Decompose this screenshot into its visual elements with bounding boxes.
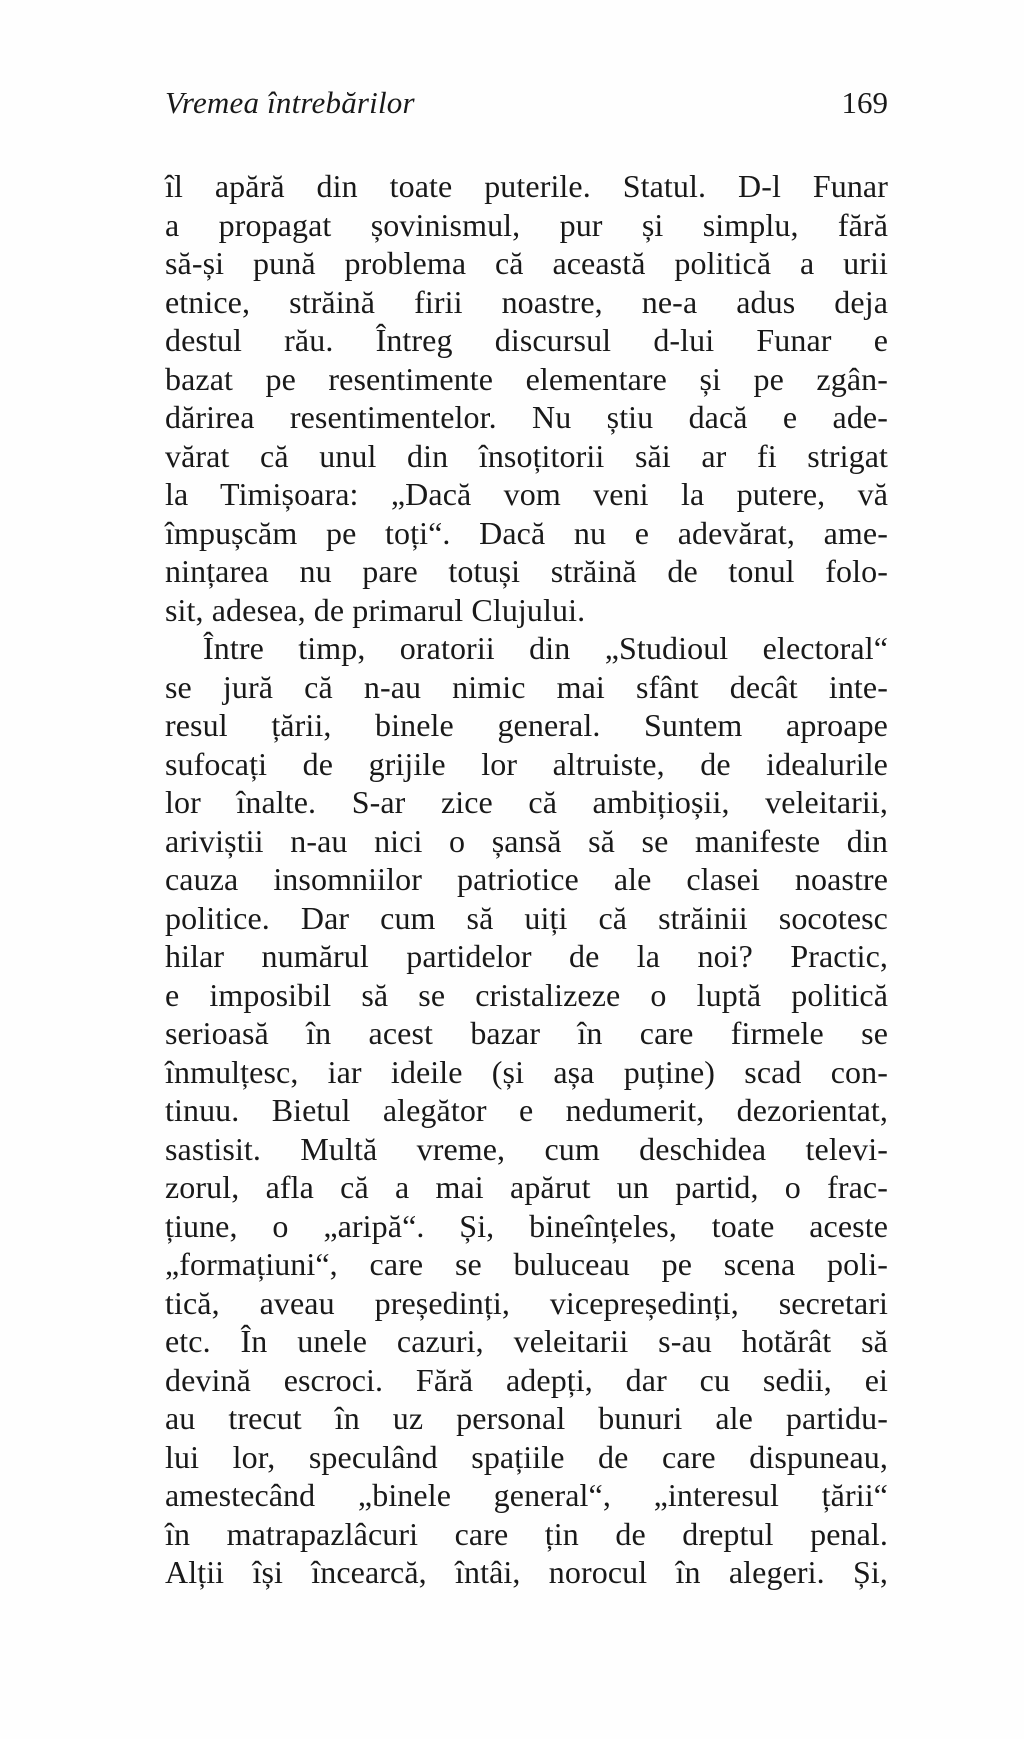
- text-line: e imposibil să se cristalizeze o luptă politică: [165, 976, 888, 1013]
- text-line: ariviștii n-au nici o șansă să se manifeste din: [165, 822, 888, 859]
- text-line: resul țării, binele general. Suntem aproape: [165, 707, 888, 743]
- text-line: sit, adesea, de primarul Clujului.: [165, 591, 586, 628]
- text-line: sufocați de grijile lor altruiste, de idealurile: [165, 745, 888, 782]
- text-line: la Timișoara: „Dacă vom veni la putere, vă: [165, 476, 888, 512]
- text-line: în matrapazlâcuri care țin de dreptul penal.: [165, 1515, 888, 1552]
- text-line: serioasă în acest bazar în care firmele se: [165, 1015, 888, 1051]
- text-line: vărat că unul din însoțitorii săi ar fi strigat: [165, 437, 888, 474]
- text-line: îl apără din toate puterile. Statul. D-l Funar: [165, 168, 888, 204]
- text-line: devină escroci. Fără adepți, dar cu sedii, ei: [165, 1361, 888, 1398]
- text-line: bazat pe resentimente elementare și pe zgân-: [165, 360, 888, 397]
- body-text: [165, 167, 888, 1592]
- text-line: tică, aveau președinți, vicepreședinți, secretari: [165, 1284, 888, 1321]
- text-line: tinuu. Bietul alegător e nedumerit, dezorientat,: [165, 1092, 888, 1128]
- text-line: hilar numărul partidelor de la noi? Practic,: [165, 938, 888, 974]
- page-header: [165, 86, 888, 120]
- running-title: Vremea întrebărilor: [165, 85, 415, 120]
- text-line: Alții își încearcă, întâi, norocul în alegeri. Și,: [165, 1554, 888, 1590]
- text-line: politice. Dar cum să uiți că străinii socotesc: [165, 899, 888, 936]
- text-line: să-și pună problema că această politică a urii: [165, 245, 888, 281]
- text-line: dărirea resentimentelor. Nu știu dacă e ade-: [165, 399, 888, 435]
- text-line: se jură că n-au nimic mai sfânt decât inte-: [165, 668, 888, 705]
- text-line: nințarea nu pare totuși străină de tonul folo-: [165, 553, 888, 589]
- text-line: au trecut în uz personal bunuri ale partidu-: [165, 1400, 888, 1436]
- text-line: cauza insomniilor patriotice ale clasei noastre: [165, 861, 888, 897]
- text-line: amestecând „binele general“, „interesul țării“: [165, 1477, 888, 1513]
- text-line: destul rău. Întreg discursul d-lui Funar e: [165, 322, 888, 358]
- text-line: sastisit. Multă vreme, cum deschidea televi-: [165, 1130, 888, 1167]
- text-line: etc. În unele cazuri, veleitarii s-au hotărât să: [165, 1323, 888, 1359]
- text-line: țiune, o „aripă“. Și, bineînțeles, toate aceste: [165, 1207, 888, 1244]
- page-number: 169: [841, 85, 888, 120]
- text-line: etnice, străină firii noastre, ne-a adus deja: [165, 283, 888, 320]
- text-line: a propagat șovinismul, pur și simplu, fără: [165, 206, 888, 243]
- text-line: lor înalte. S-ar zice că ambițioșii, veleitarii,: [165, 784, 888, 820]
- text-line: zorul, afla că a mai apărut un partid, o frac-: [165, 1169, 888, 1205]
- text-line: Între timp, oratorii din „Studioul electoral“: [203, 630, 888, 666]
- text-line: „formațiuni“, care se buluceau pe scena poli-: [165, 1246, 888, 1282]
- text-line: lui lor, speculând spațiile de care dispuneau,: [165, 1438, 888, 1475]
- text-line: împușcăm pe toți“. Dacă nu e adevărat, ame-: [165, 514, 888, 551]
- text-line: înmulțesc, iar ideile (și așa puține) scad con-: [165, 1053, 888, 1090]
